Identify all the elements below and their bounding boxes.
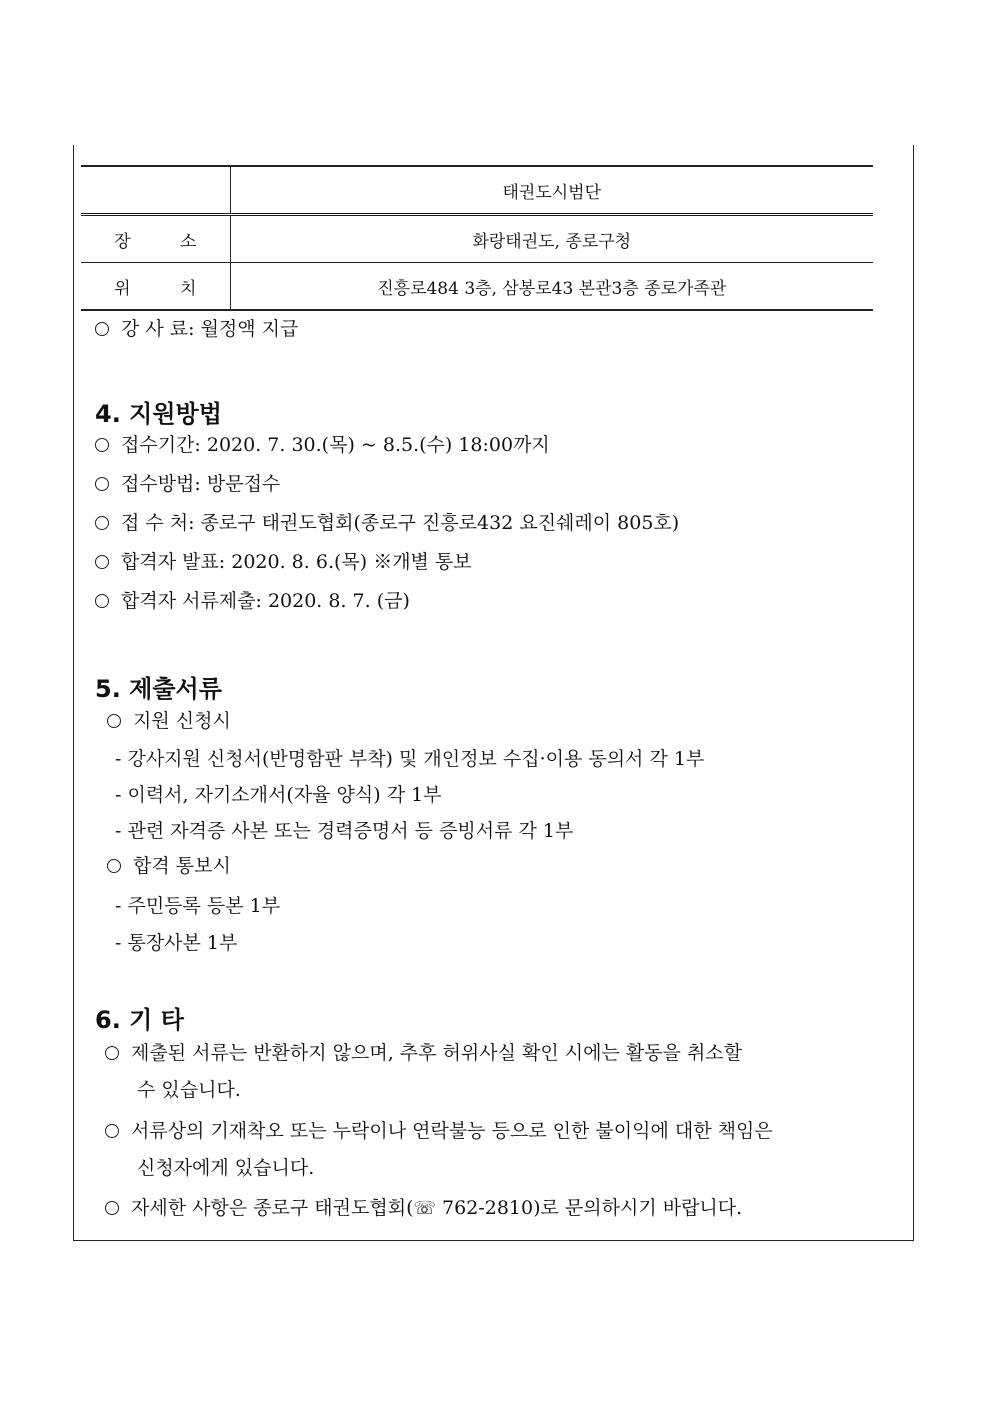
table-row — [81, 215, 873, 263]
circle-bullet-icon — [105, 1046, 119, 1060]
section-4-heading: 4. 지원방법 — [95, 400, 222, 428]
circle-bullet-icon — [95, 477, 109, 491]
circle-bullet-icon — [107, 859, 121, 873]
list-item: 합격자 발표: 2020. 8. 6.(목) ※개별 통보 — [95, 549, 472, 575]
row-value-place: 화랑태권도, 종로구청 — [230, 215, 873, 263]
table-row — [81, 263, 873, 311]
list-item: - 관련 자격증 사본 또는 경력증명서 등 증빙서류 각 1부 — [115, 820, 574, 842]
list-item: 합격 통보시 — [107, 853, 231, 879]
circle-bullet-icon — [105, 1201, 119, 1215]
list-item: 합격자 서류제출: 2020. 8. 7. (금) — [95, 588, 410, 614]
list-item: - 강사지원 신청서(반명함판 부착) 및 개인정보 수집·이용 동의서 각 1부 — [115, 748, 705, 770]
paragraph-2: 서류상의 기재착오 또는 누락이나 연락불능 등으로 인한 불이익에 대한 책임은 신청자에게 있습니다. — [105, 1113, 905, 1187]
paragraph-3: 자세한 사항은 종로구 태권도협회(☏ 762-2810)로 문의하시기 바랍니다. — [105, 1190, 905, 1227]
list-item: - 이력서, 자기소개서(자율 양식) 각 1부 — [115, 784, 442, 806]
info-table — [81, 165, 873, 311]
list-item: 접 수 처: 종로구 태권도협회(종로구 진흥로432 요진쉐레이 805호) — [95, 510, 679, 536]
row-label-place: 장 소 — [81, 215, 230, 263]
row-value-location: 진흥로484 3층, 삼봉로43 본관3층 종로가족관 — [230, 263, 873, 311]
list-item: - 주민등록 등본 1부 — [115, 895, 281, 917]
section-5-heading: 5. 제출서류 — [95, 675, 222, 703]
list-item: 접수기간: 2020. 7. 30.(목) ~ 8.5.(수) 18:00까지 — [95, 432, 550, 458]
circle-bullet-icon — [95, 555, 109, 569]
circle-bullet-icon — [95, 594, 109, 608]
section-6-heading: 6. 기 타 — [95, 1006, 184, 1034]
circle-bullet-icon — [95, 516, 109, 530]
fee-line: 강 사 료: 월정액 지급 — [95, 316, 298, 342]
list-item: - 통장사본 1부 — [115, 932, 238, 954]
list-item: 접수방법: 방문접수 — [95, 471, 280, 497]
row-value: 태권도시범단 — [230, 166, 873, 215]
circle-bullet-icon — [107, 714, 121, 728]
table-row — [81, 166, 873, 215]
row-label — [81, 166, 230, 215]
phone-icon: ☏ — [413, 1198, 437, 1219]
circle-bullet-icon — [105, 1124, 119, 1138]
circle-bullet-icon — [95, 438, 109, 452]
list-item: 지원 신청시 — [107, 708, 231, 734]
paragraph-1: 제출된 서류는 반환하지 않으며, 추후 허위사실 확인 시에는 활동을 취소할 수 있습니다. — [105, 1035, 905, 1109]
row-label-location: 위 치 — [81, 263, 230, 311]
circle-bullet-icon — [95, 322, 109, 336]
